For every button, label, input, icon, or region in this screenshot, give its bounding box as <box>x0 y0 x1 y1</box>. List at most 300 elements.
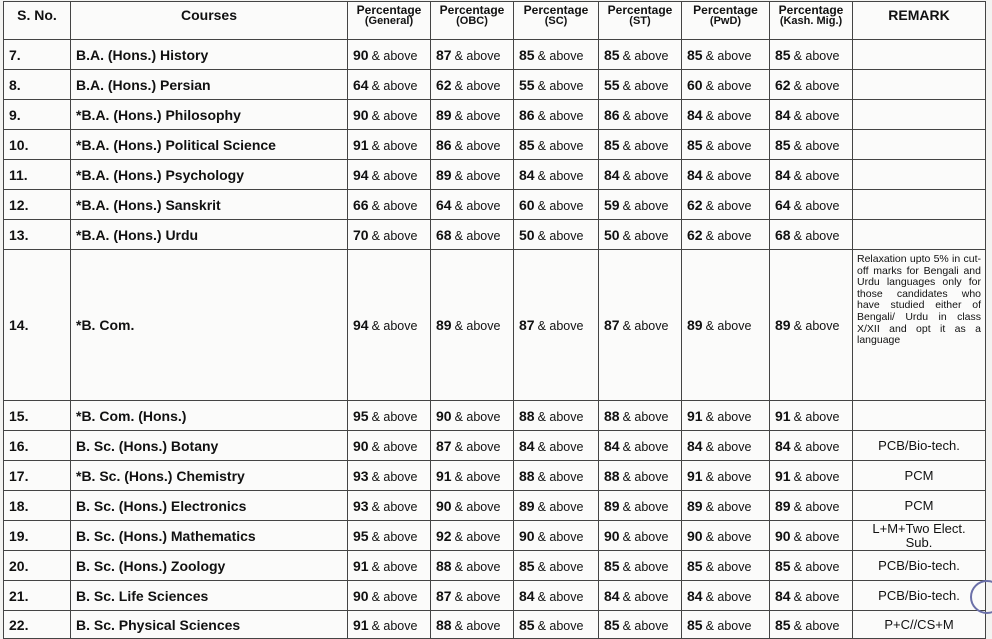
cutoff-table <box>3 1 986 639</box>
cutoff-value: 89 <box>436 166 452 183</box>
above-suffix: & above <box>793 108 840 123</box>
table-row <box>4 100 986 130</box>
cutoff-value: 88 <box>604 467 620 484</box>
cutoff-pwd <box>682 551 770 581</box>
above-suffix: & above <box>622 319 669 333</box>
above-suffix: & above <box>537 559 584 574</box>
cutoff-st <box>599 190 682 220</box>
cutoff-pwd <box>682 401 770 431</box>
course-name: *B.A. (Hons.) Psychology <box>71 160 348 190</box>
above-suffix: & above <box>454 108 501 123</box>
above-suffix: & above <box>793 469 840 484</box>
cutoff-value: 50 <box>519 226 535 243</box>
serial-number: 19. <box>4 521 71 551</box>
above-suffix: & above <box>705 559 752 574</box>
cutoff-value: 89 <box>775 317 791 333</box>
cutoff-kash <box>770 160 853 190</box>
above-suffix: & above <box>622 409 669 424</box>
cutoff-sc <box>514 431 599 461</box>
above-suffix: & above <box>371 168 418 183</box>
above-suffix: & above <box>705 108 752 123</box>
cutoff-value: 85 <box>775 136 791 153</box>
above-suffix: & above <box>793 499 840 514</box>
cutoff-value: 84 <box>519 587 535 604</box>
above-suffix: & above <box>622 529 669 544</box>
cutoff-value: 88 <box>436 557 452 574</box>
above-suffix: & above <box>622 48 669 63</box>
cutoff-st <box>599 461 682 491</box>
above-suffix: & above <box>371 469 418 484</box>
above-suffix: & above <box>454 228 501 243</box>
cutoff-obc <box>431 461 514 491</box>
header-st: Percentage (ST) <box>599 2 682 40</box>
cutoff-value: 90 <box>353 46 369 63</box>
remark-cell: P+C//CS+M <box>853 611 986 639</box>
cutoff-value: 90 <box>775 527 791 544</box>
cutoff-kash <box>770 130 853 160</box>
above-suffix: & above <box>371 319 418 333</box>
cutoff-value: 85 <box>604 557 620 574</box>
above-suffix: & above <box>793 529 840 544</box>
cutoff-value: 85 <box>775 557 791 574</box>
serial-number: 7. <box>4 40 71 70</box>
cutoff-value: 89 <box>519 497 535 514</box>
cutoff-st <box>599 250 682 401</box>
above-suffix: & above <box>537 618 584 633</box>
cutoff-kash <box>770 70 853 100</box>
cutoff-value: 88 <box>604 407 620 424</box>
table-row <box>4 491 986 521</box>
cutoff-kash <box>770 431 853 461</box>
cutoff-pwd <box>682 250 770 401</box>
cutoff-value: 94 <box>353 317 369 333</box>
cutoff-pwd <box>682 461 770 491</box>
above-suffix: & above <box>793 48 840 63</box>
cutoff-value: 62 <box>436 76 452 93</box>
above-suffix: & above <box>705 529 752 544</box>
cutoff-st <box>599 40 682 70</box>
above-suffix: & above <box>622 439 669 454</box>
cutoff-value: 89 <box>687 497 703 514</box>
cutoff-obc <box>431 70 514 100</box>
course-name: *B.A. (Hons.) Political Science <box>71 130 348 160</box>
above-suffix: & above <box>371 108 418 123</box>
cutoff-sc <box>514 100 599 130</box>
table-row <box>4 521 986 551</box>
above-suffix: & above <box>705 469 752 484</box>
cutoff-pwd <box>682 70 770 100</box>
cutoff-value: 84 <box>604 587 620 604</box>
cutoff-value: 87 <box>604 317 620 333</box>
table-row <box>4 461 986 491</box>
cutoff-obc <box>431 250 514 401</box>
above-suffix: & above <box>371 439 418 454</box>
table-row <box>4 190 986 220</box>
course-name: *B. Com. <box>71 250 348 401</box>
cutoff-value: 85 <box>519 136 535 153</box>
serial-number: 20. <box>4 551 71 581</box>
cutoff-sc <box>514 190 599 220</box>
remark-cell: PCB/Bio-tech. <box>853 431 986 461</box>
remark-cell: PCB/Bio-tech. <box>853 581 986 611</box>
course-name: *B.A. (Hons.) Urdu <box>71 220 348 250</box>
cutoff-value: 87 <box>436 46 452 63</box>
above-suffix: & above <box>537 78 584 93</box>
cutoff-st <box>599 100 682 130</box>
cutoff-value: 92 <box>436 527 452 544</box>
cutoff-sc <box>514 521 599 551</box>
serial-number: 21. <box>4 581 71 611</box>
cutoff-value: 85 <box>687 136 703 153</box>
cutoff-value: 62 <box>775 76 791 93</box>
cutoff-value: 89 <box>687 317 703 333</box>
table-body <box>4 40 986 639</box>
cutoff-value: 86 <box>519 106 535 123</box>
remark-cell <box>853 220 986 250</box>
above-suffix: & above <box>454 559 501 574</box>
course-name: B. Sc. (Hons.) Zoology <box>71 551 348 581</box>
above-suffix: & above <box>622 168 669 183</box>
above-suffix: & above <box>371 48 418 63</box>
cutoff-obc <box>431 611 514 639</box>
header-courses: Courses <box>71 2 348 40</box>
cutoff-st <box>599 491 682 521</box>
table-row <box>4 40 986 70</box>
cutoff-general <box>348 130 431 160</box>
cutoff-value: 84 <box>687 587 703 604</box>
above-suffix: & above <box>622 138 669 153</box>
above-suffix: & above <box>454 469 501 484</box>
cutoff-st <box>599 220 682 250</box>
cutoff-value: 88 <box>519 467 535 484</box>
cutoff-obc <box>431 190 514 220</box>
above-suffix: & above <box>454 499 501 514</box>
above-suffix: & above <box>793 319 840 333</box>
cutoff-general <box>348 551 431 581</box>
header-sc: Percentage (SC) <box>514 2 599 40</box>
cutoff-general <box>348 461 431 491</box>
above-suffix: & above <box>537 439 584 454</box>
above-suffix: & above <box>793 138 840 153</box>
cutoff-value: 86 <box>436 136 452 153</box>
cutoff-pwd <box>682 40 770 70</box>
cutoff-st <box>599 401 682 431</box>
above-suffix: & above <box>371 409 418 424</box>
serial-number: 15. <box>4 401 71 431</box>
header-pwd: Percentage (PwD) <box>682 2 770 40</box>
cutoff-kash <box>770 190 853 220</box>
above-suffix: & above <box>622 78 669 93</box>
above-suffix: & above <box>793 168 840 183</box>
remark-cell: PCM <box>853 461 986 491</box>
serial-number: 11. <box>4 160 71 190</box>
above-suffix: & above <box>537 138 584 153</box>
cutoff-st <box>599 130 682 160</box>
serial-number: 18. <box>4 491 71 521</box>
cutoff-value: 91 <box>687 407 703 424</box>
serial-number: 14. <box>4 250 71 401</box>
cutoff-value: 91 <box>436 467 452 484</box>
remark-cell <box>853 160 986 190</box>
cutoff-value: 64 <box>775 196 791 213</box>
header-row <box>4 2 986 40</box>
serial-number: 12. <box>4 190 71 220</box>
cutoff-value: 95 <box>353 527 369 544</box>
cutoff-value: 95 <box>353 407 369 424</box>
cutoff-st <box>599 160 682 190</box>
above-suffix: & above <box>537 108 584 123</box>
cutoff-value: 91 <box>775 407 791 424</box>
above-suffix: & above <box>454 168 501 183</box>
course-name: B. Sc. (Hons.) Botany <box>71 431 348 461</box>
above-suffix: & above <box>793 559 840 574</box>
cutoff-value: 84 <box>519 437 535 454</box>
cutoff-value: 91 <box>353 557 369 574</box>
remark-cell <box>853 70 986 100</box>
cutoff-general <box>348 491 431 521</box>
cutoff-value: 85 <box>687 616 703 633</box>
above-suffix: & above <box>793 78 840 93</box>
above-suffix: & above <box>454 48 501 63</box>
above-suffix: & above <box>537 319 584 333</box>
cutoff-sc <box>514 40 599 70</box>
cutoff-value: 50 <box>604 226 620 243</box>
above-suffix: & above <box>793 589 840 604</box>
above-suffix: & above <box>371 138 418 153</box>
above-suffix: & above <box>622 559 669 574</box>
cutoff-pwd <box>682 100 770 130</box>
above-suffix: & above <box>454 589 501 604</box>
cutoff-value: 90 <box>353 587 369 604</box>
cutoff-pwd <box>682 431 770 461</box>
course-name: B. Sc. (Hons.) Electronics <box>71 491 348 521</box>
table-row <box>4 401 986 431</box>
cutoff-obc <box>431 491 514 521</box>
cutoff-kash <box>770 491 853 521</box>
above-suffix: & above <box>705 138 752 153</box>
course-name: *B. Com. (Hons.) <box>71 401 348 431</box>
remark-cell: Relaxation upto 5% in cut-off marks for Bengali and Urdu languages only for those candidates who have studied either of Bengali/ Urdu in class X/XII and opt it as a language <box>853 250 986 401</box>
course-name: B. Sc. (Hons.) Mathematics <box>71 521 348 551</box>
above-suffix: & above <box>371 78 418 93</box>
above-suffix: & above <box>622 228 669 243</box>
above-suffix: & above <box>454 618 501 633</box>
cutoff-kash <box>770 220 853 250</box>
above-suffix: & above <box>537 529 584 544</box>
cutoff-general <box>348 40 431 70</box>
cutoff-obc <box>431 100 514 130</box>
cutoff-general <box>348 220 431 250</box>
cutoff-value: 84 <box>687 106 703 123</box>
cutoff-pwd <box>682 611 770 639</box>
cutoff-general <box>348 190 431 220</box>
cutoff-value: 89 <box>604 497 620 514</box>
header-obc: Percentage (OBC) <box>431 2 514 40</box>
cutoff-value: 85 <box>604 616 620 633</box>
cutoff-general <box>348 611 431 639</box>
table-row <box>4 130 986 160</box>
above-suffix: & above <box>371 499 418 514</box>
cutoff-value: 68 <box>436 226 452 243</box>
above-suffix: & above <box>793 409 840 424</box>
cutoff-kash <box>770 611 853 639</box>
cutoff-general <box>348 160 431 190</box>
above-suffix: & above <box>705 198 752 213</box>
serial-number: 9. <box>4 100 71 130</box>
cutoff-value: 85 <box>519 46 535 63</box>
remark-cell: PCB/Bio-tech. <box>853 551 986 581</box>
above-suffix: & above <box>537 228 584 243</box>
cutoff-value: 60 <box>687 76 703 93</box>
cutoff-sc <box>514 220 599 250</box>
cutoff-sc <box>514 491 599 521</box>
cutoff-value: 55 <box>519 76 535 93</box>
above-suffix: & above <box>622 618 669 633</box>
cutoff-value: 90 <box>687 527 703 544</box>
above-suffix: & above <box>371 589 418 604</box>
cutoff-value: 87 <box>436 437 452 454</box>
table-row <box>4 160 986 190</box>
remark-cell <box>853 130 986 160</box>
above-suffix: & above <box>705 499 752 514</box>
above-suffix: & above <box>622 469 669 484</box>
above-suffix: & above <box>793 618 840 633</box>
above-suffix: & above <box>454 138 501 153</box>
cutoff-value: 90 <box>436 497 452 514</box>
cutoff-sc <box>514 130 599 160</box>
header-general: Percentage (General) <box>348 2 431 40</box>
cutoff-general <box>348 431 431 461</box>
cutoff-value: 59 <box>604 196 620 213</box>
cutoff-sc <box>514 160 599 190</box>
cutoff-general <box>348 581 431 611</box>
serial-number: 10. <box>4 130 71 160</box>
cutoff-pwd <box>682 220 770 250</box>
cutoff-value: 89 <box>775 497 791 514</box>
above-suffix: & above <box>705 228 752 243</box>
table-row <box>4 70 986 100</box>
above-suffix: & above <box>705 409 752 424</box>
above-suffix: & above <box>537 589 584 604</box>
table-row <box>4 220 986 250</box>
above-suffix: & above <box>793 228 840 243</box>
cutoff-pwd <box>682 491 770 521</box>
course-name: *B.A. (Hons.) Philosophy <box>71 100 348 130</box>
cutoff-value: 84 <box>775 166 791 183</box>
serial-number: 16. <box>4 431 71 461</box>
cutoff-st <box>599 70 682 100</box>
cutoff-value: 60 <box>519 196 535 213</box>
cutoff-value: 90 <box>436 407 452 424</box>
cutoff-st <box>599 431 682 461</box>
cutoff-pwd <box>682 160 770 190</box>
cutoff-value: 90 <box>519 527 535 544</box>
cutoff-value: 84 <box>604 166 620 183</box>
cutoff-kash <box>770 581 853 611</box>
table-row <box>4 431 986 461</box>
cutoff-obc <box>431 521 514 551</box>
cutoff-value: 85 <box>604 136 620 153</box>
cutoff-sc <box>514 250 599 401</box>
remark-cell: PCM <box>853 491 986 521</box>
cutoff-pwd <box>682 581 770 611</box>
above-suffix: & above <box>537 168 584 183</box>
above-suffix: & above <box>454 529 501 544</box>
header-kash: Percentage (Kash. Mig.) <box>770 2 853 40</box>
serial-number: 13. <box>4 220 71 250</box>
course-name: B. Sc. Life Sciences <box>71 581 348 611</box>
cutoff-value: 62 <box>687 226 703 243</box>
course-name: B.A. (Hons.) History <box>71 40 348 70</box>
cutoff-kash <box>770 521 853 551</box>
cutoff-obc <box>431 40 514 70</box>
cutoff-pwd <box>682 521 770 551</box>
cutoff-value: 85 <box>775 616 791 633</box>
serial-number: 17. <box>4 461 71 491</box>
course-name: *B.A. (Hons.) Sanskrit <box>71 190 348 220</box>
cutoff-value: 84 <box>775 106 791 123</box>
above-suffix: & above <box>537 48 584 63</box>
above-suffix: & above <box>622 589 669 604</box>
table-row <box>4 250 986 401</box>
above-suffix: & above <box>371 618 418 633</box>
cutoff-value: 64 <box>436 196 452 213</box>
remark-cell <box>853 100 986 130</box>
cutoff-value: 91 <box>353 616 369 633</box>
cutoff-sc <box>514 551 599 581</box>
above-suffix: & above <box>622 198 669 213</box>
above-suffix: & above <box>454 198 501 213</box>
cutoff-value: 87 <box>519 317 535 333</box>
cutoff-value: 84 <box>775 437 791 454</box>
cutoff-general <box>348 70 431 100</box>
table-row <box>4 551 986 581</box>
cutoff-sc <box>514 581 599 611</box>
cutoff-st <box>599 581 682 611</box>
cutoff-value: 88 <box>436 616 452 633</box>
cutoff-value: 84 <box>775 587 791 604</box>
above-suffix: & above <box>454 319 501 333</box>
cutoff-value: 89 <box>436 317 452 333</box>
cutoff-value: 55 <box>604 76 620 93</box>
cutoff-value: 88 <box>519 407 535 424</box>
cutoff-value: 90 <box>604 527 620 544</box>
cutoff-value: 85 <box>687 557 703 574</box>
cutoff-pwd <box>682 130 770 160</box>
table-row <box>4 611 986 639</box>
remark-cell <box>853 190 986 220</box>
cutoff-obc <box>431 551 514 581</box>
remark-cell: L+M+Two Elect. Sub. <box>853 521 986 551</box>
above-suffix: & above <box>371 198 418 213</box>
above-suffix: & above <box>705 168 752 183</box>
above-suffix: & above <box>622 499 669 514</box>
cutoff-obc <box>431 160 514 190</box>
above-suffix: & above <box>705 78 752 93</box>
cutoff-value: 93 <box>353 497 369 514</box>
cutoff-general <box>348 401 431 431</box>
cutoff-value: 85 <box>604 46 620 63</box>
cutoff-st <box>599 551 682 581</box>
cutoff-sc <box>514 70 599 100</box>
cutoff-value: 86 <box>604 106 620 123</box>
cutoff-value: 90 <box>353 437 369 454</box>
cutoff-sc <box>514 401 599 431</box>
cutoff-kash <box>770 551 853 581</box>
serial-number: 8. <box>4 70 71 100</box>
cutoff-value: 85 <box>519 557 535 574</box>
cutoff-value: 84 <box>687 437 703 454</box>
